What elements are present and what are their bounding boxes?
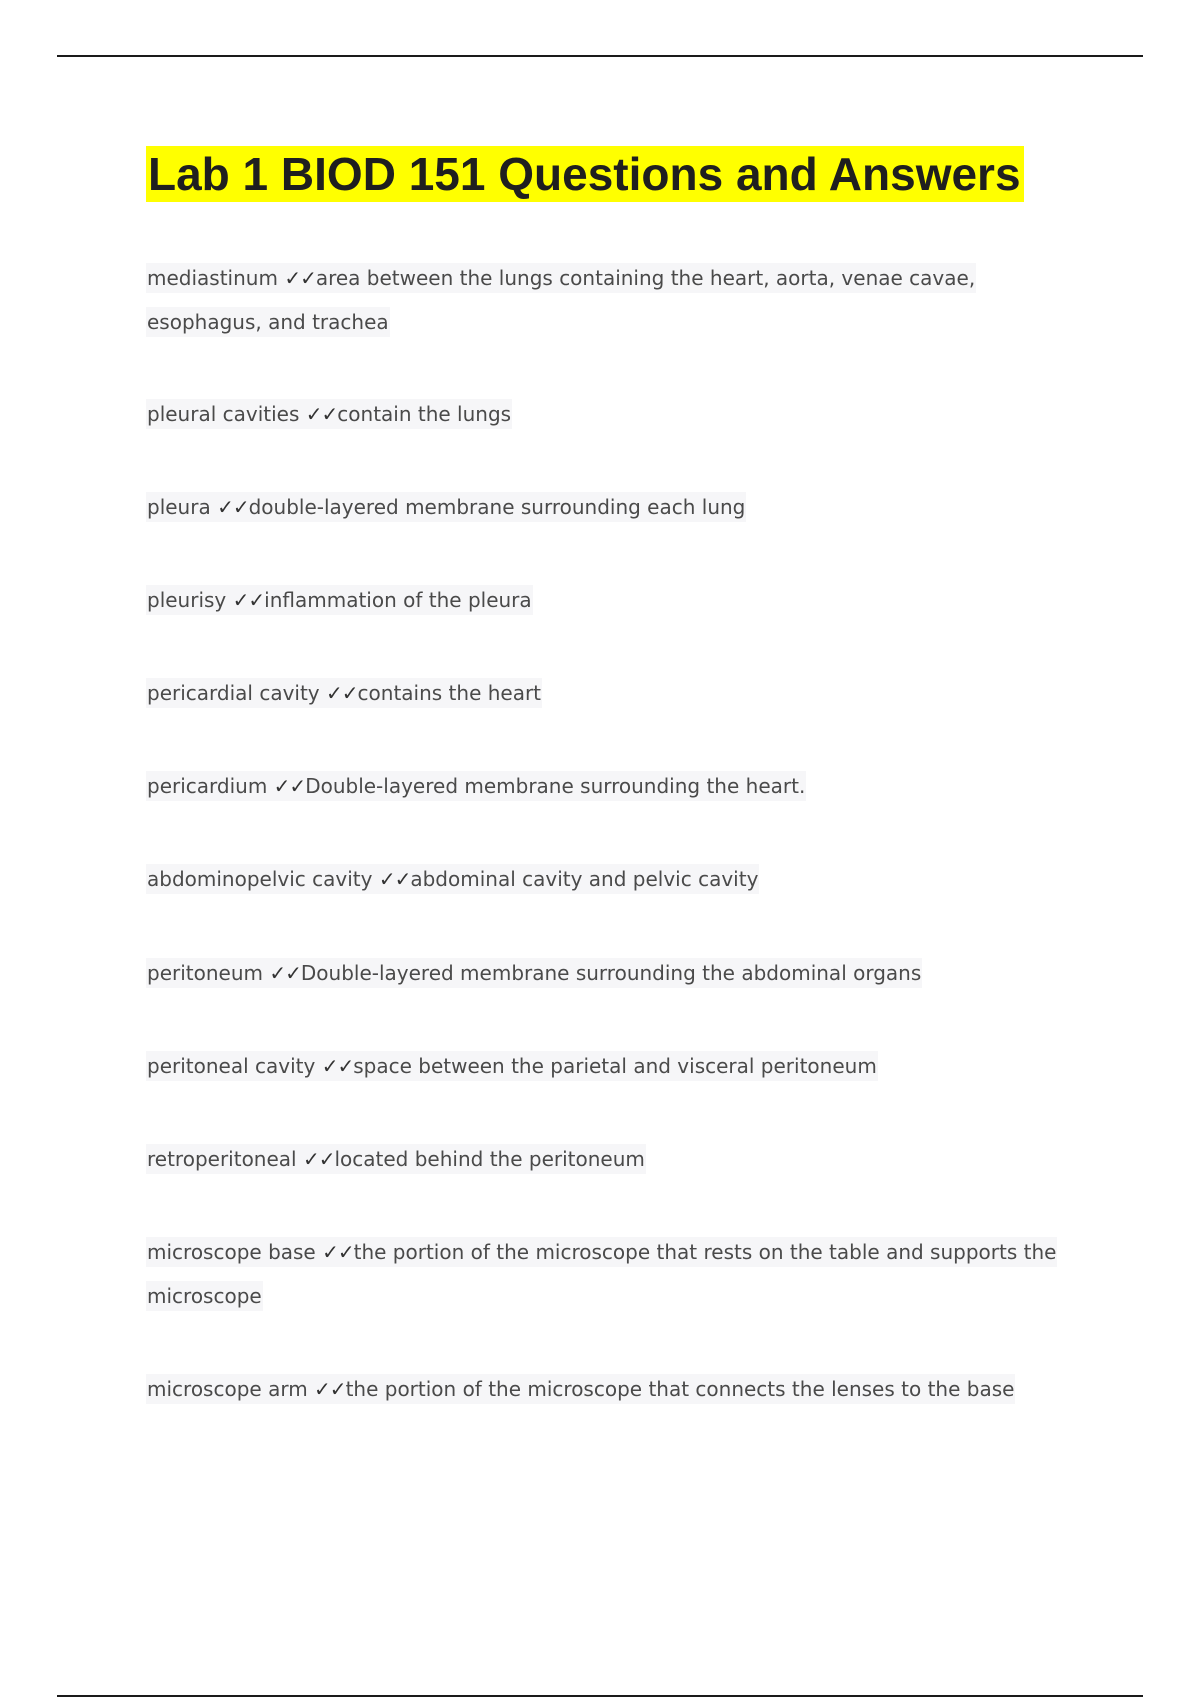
qa-item bbox=[146, 671, 1086, 715]
qa-answer: the portion of the microscope that connects the lenses to the base bbox=[345, 1377, 1015, 1401]
qa-term: pericardium bbox=[147, 774, 268, 798]
qa-item bbox=[146, 578, 1086, 622]
qa-term: pleura bbox=[147, 495, 211, 519]
qa-entry bbox=[146, 771, 806, 801]
qa-term: mediastinum bbox=[147, 266, 278, 290]
qa-term: pleurisy bbox=[147, 588, 227, 612]
bottom-rule bbox=[57, 1695, 1143, 1697]
qa-item bbox=[146, 1367, 1086, 1411]
qa-item bbox=[146, 1137, 1086, 1181]
qa-term: abdominopelvic cavity bbox=[147, 867, 373, 891]
check-icon: ✓✓ bbox=[326, 681, 358, 705]
qa-entry bbox=[146, 678, 542, 708]
check-icon: ✓✓ bbox=[305, 402, 338, 426]
qa-answer: Double-layered membrane surrounding the heart. bbox=[305, 774, 806, 798]
qa-item bbox=[146, 764, 1086, 808]
qa-answer: located behind the peritoneum bbox=[334, 1147, 645, 1171]
qa-entry bbox=[146, 864, 759, 894]
qa-entry bbox=[146, 1144, 646, 1174]
qa-term: peritoneum bbox=[147, 961, 263, 985]
qa-item bbox=[146, 857, 1086, 901]
title-container bbox=[146, 146, 1024, 202]
qa-entry bbox=[146, 1051, 878, 1081]
check-icon: ✓✓ bbox=[232, 588, 265, 612]
check-icon: ✓✓ bbox=[378, 867, 411, 891]
qa-answer: contains the heart bbox=[357, 681, 542, 705]
page-title: Lab 1 BIOD 151 Questions and Answers bbox=[146, 146, 1024, 202]
qa-entry bbox=[146, 399, 512, 429]
qa-entry bbox=[146, 958, 922, 988]
check-icon: ✓✓ bbox=[273, 774, 306, 798]
qa-term: microscope arm bbox=[147, 1377, 308, 1401]
check-icon: ✓✓ bbox=[314, 1377, 346, 1401]
check-icon: ✓✓ bbox=[321, 1054, 354, 1078]
qa-entry bbox=[146, 1374, 1015, 1404]
qa-item bbox=[146, 392, 1086, 436]
qa-item bbox=[146, 256, 1086, 344]
qa-answer: double-layered membrane surrounding each lung bbox=[248, 495, 746, 519]
qa-answer: space between the parietal and visceral peritoneum bbox=[353, 1054, 877, 1078]
check-icon: ✓✓ bbox=[322, 1240, 354, 1264]
qa-term: pericardial cavity bbox=[147, 681, 320, 705]
check-icon: ✓✓ bbox=[217, 495, 249, 519]
qa-item bbox=[146, 1230, 1086, 1318]
qa-entry bbox=[146, 263, 976, 337]
qa-answer: area between the lungs containing the heart, aorta, venae cavae, esophagus, and trachea bbox=[147, 266, 976, 334]
check-icon: ✓✓ bbox=[269, 961, 301, 985]
check-icon: ✓✓ bbox=[302, 1147, 335, 1171]
top-rule bbox=[57, 55, 1143, 57]
qa-item bbox=[146, 485, 1086, 529]
qa-answer: the portion of the microscope that rests on the table and supports the microscope bbox=[147, 1240, 1057, 1308]
qa-item bbox=[146, 1044, 1086, 1088]
qa-item bbox=[146, 951, 1086, 995]
qa-answer: Double-layered membrane surrounding the abdominal organs bbox=[300, 961, 922, 985]
qa-entry bbox=[146, 1237, 1057, 1311]
qa-answer: abdominal cavity and pelvic cavity bbox=[410, 867, 759, 891]
qa-term: peritoneal cavity bbox=[147, 1054, 316, 1078]
qa-entry bbox=[146, 492, 746, 522]
qa-entry bbox=[146, 585, 533, 615]
qa-answer: contain the lungs bbox=[337, 402, 512, 426]
check-icon: ✓✓ bbox=[284, 266, 316, 290]
qa-answer: inflammation of the pleura bbox=[264, 588, 532, 612]
qa-term: retroperitoneal bbox=[147, 1147, 297, 1171]
qa-term: pleural cavities bbox=[147, 402, 300, 426]
qa-term: microscope base bbox=[147, 1240, 316, 1264]
